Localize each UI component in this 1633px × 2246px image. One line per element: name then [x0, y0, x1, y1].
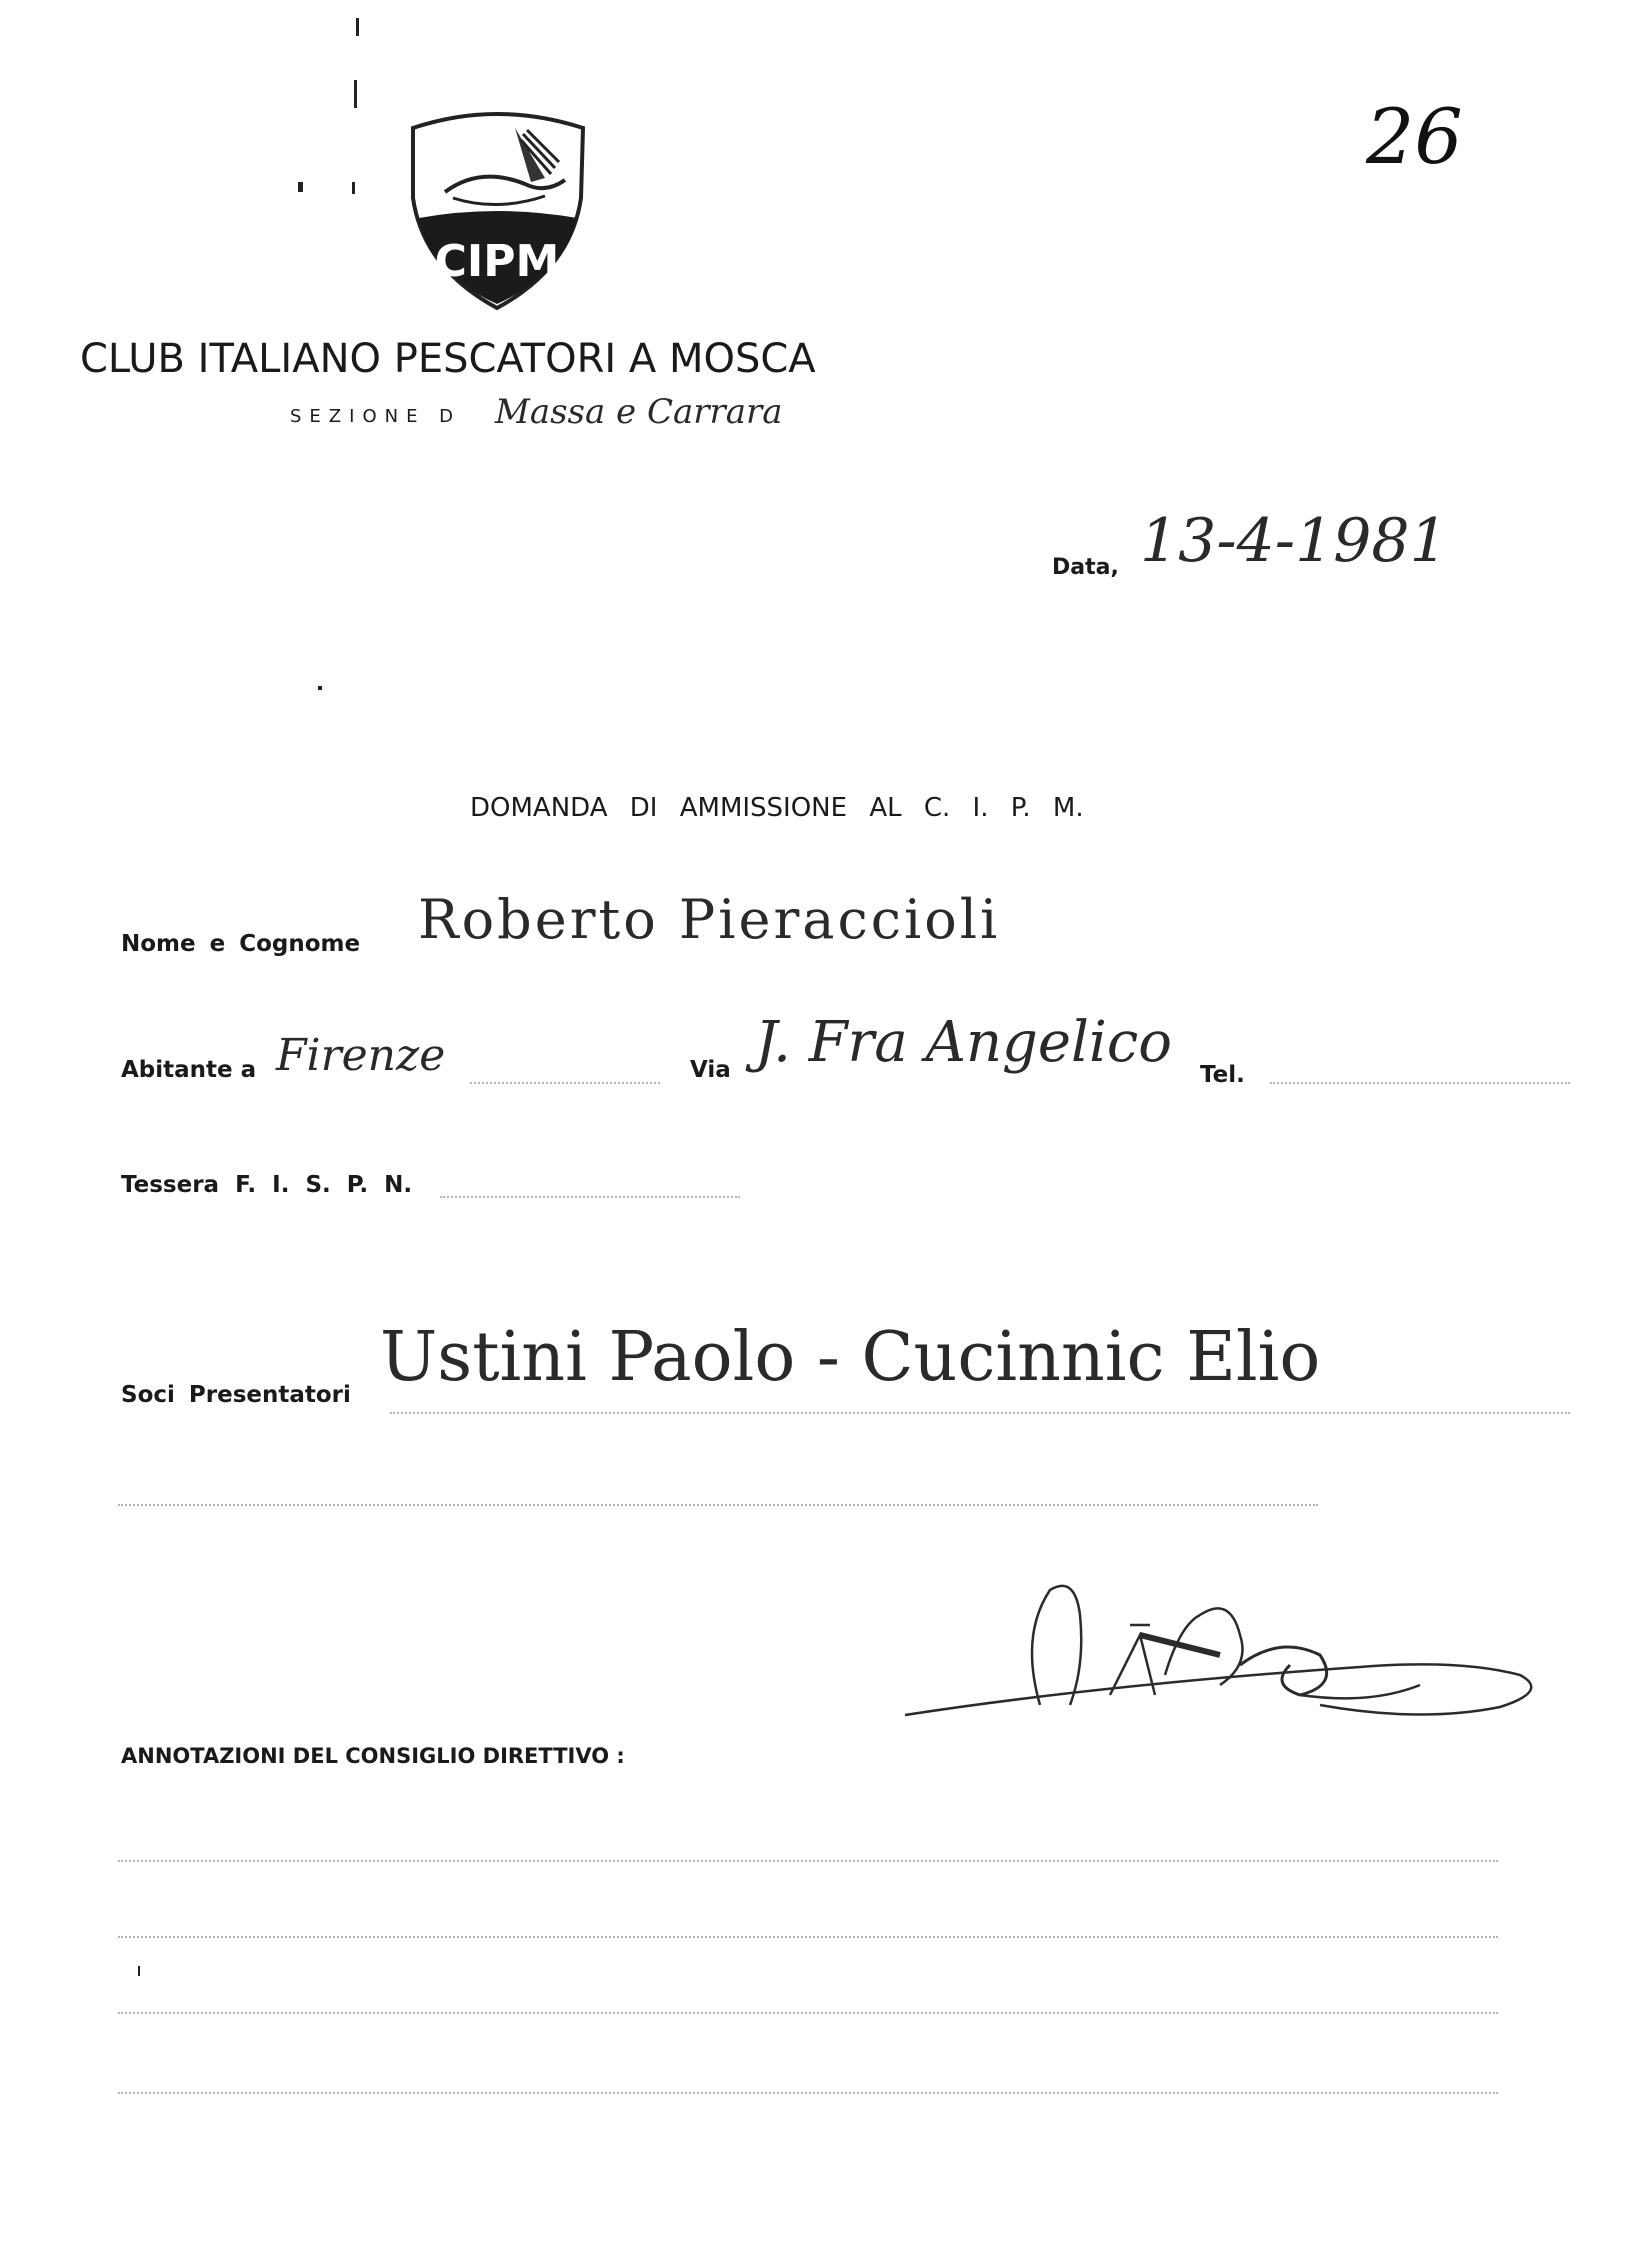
section-value: Massa e Carrara [495, 392, 783, 432]
name-label: Nome e Cognome [121, 931, 361, 957]
card-label: Tessera F. I. S. P. N. [121, 1172, 413, 1198]
annotations-dotted-line-2 [118, 1936, 1498, 1938]
club-logo [405, 108, 590, 313]
annotations-dotted-line-4 [118, 2092, 1498, 2094]
signature [900, 1555, 1540, 1755]
annotations-label: ANNOTAZIONI DEL CONSIGLIO DIRETTIVO : [121, 1744, 625, 1768]
stray-mark [298, 182, 303, 192]
logo-letters: CIPM [434, 236, 560, 287]
tel-label: Tel. [1200, 1062, 1245, 1088]
club-name: CLUB ITALIANO PESCATORI A MOSCA [80, 336, 816, 382]
tel-dotted-line [1270, 1082, 1570, 1084]
form-title: DOMANDA DI AMMISSIONE AL C. I. P. M. [470, 793, 1084, 823]
stray-mark [354, 80, 357, 108]
annotations-dotted-line-1 [118, 1860, 1498, 1862]
stray-mark [352, 182, 355, 194]
sponsors-dotted-line [390, 1412, 1570, 1414]
annotations-dotted-line-3 [118, 2012, 1498, 2014]
stray-mark [318, 686, 322, 690]
page-number: 26 [1366, 92, 1463, 181]
stray-mark [138, 1966, 140, 1976]
city-label: Abitante a [121, 1057, 257, 1083]
section-label: SEZIONE D [290, 406, 462, 427]
date-label: Data, [1052, 555, 1119, 580]
sponsors-dotted-line-2 [118, 1504, 1318, 1506]
date-value: 13-4-1981 [1140, 506, 1448, 576]
city-dotted-line [470, 1082, 660, 1084]
sponsors-label: Soci Presentatori [121, 1382, 351, 1408]
street-value: J. Fra Angelico [755, 1010, 1172, 1075]
street-label: Via [690, 1057, 731, 1083]
stray-mark [356, 18, 359, 36]
name-value: Roberto Pieraccioli [418, 888, 1001, 951]
sponsors-value: Ustini Paolo - Cucinnic Elio [380, 1318, 1321, 1397]
card-dotted-line [440, 1196, 740, 1198]
city-value: Firenze [276, 1030, 446, 1081]
